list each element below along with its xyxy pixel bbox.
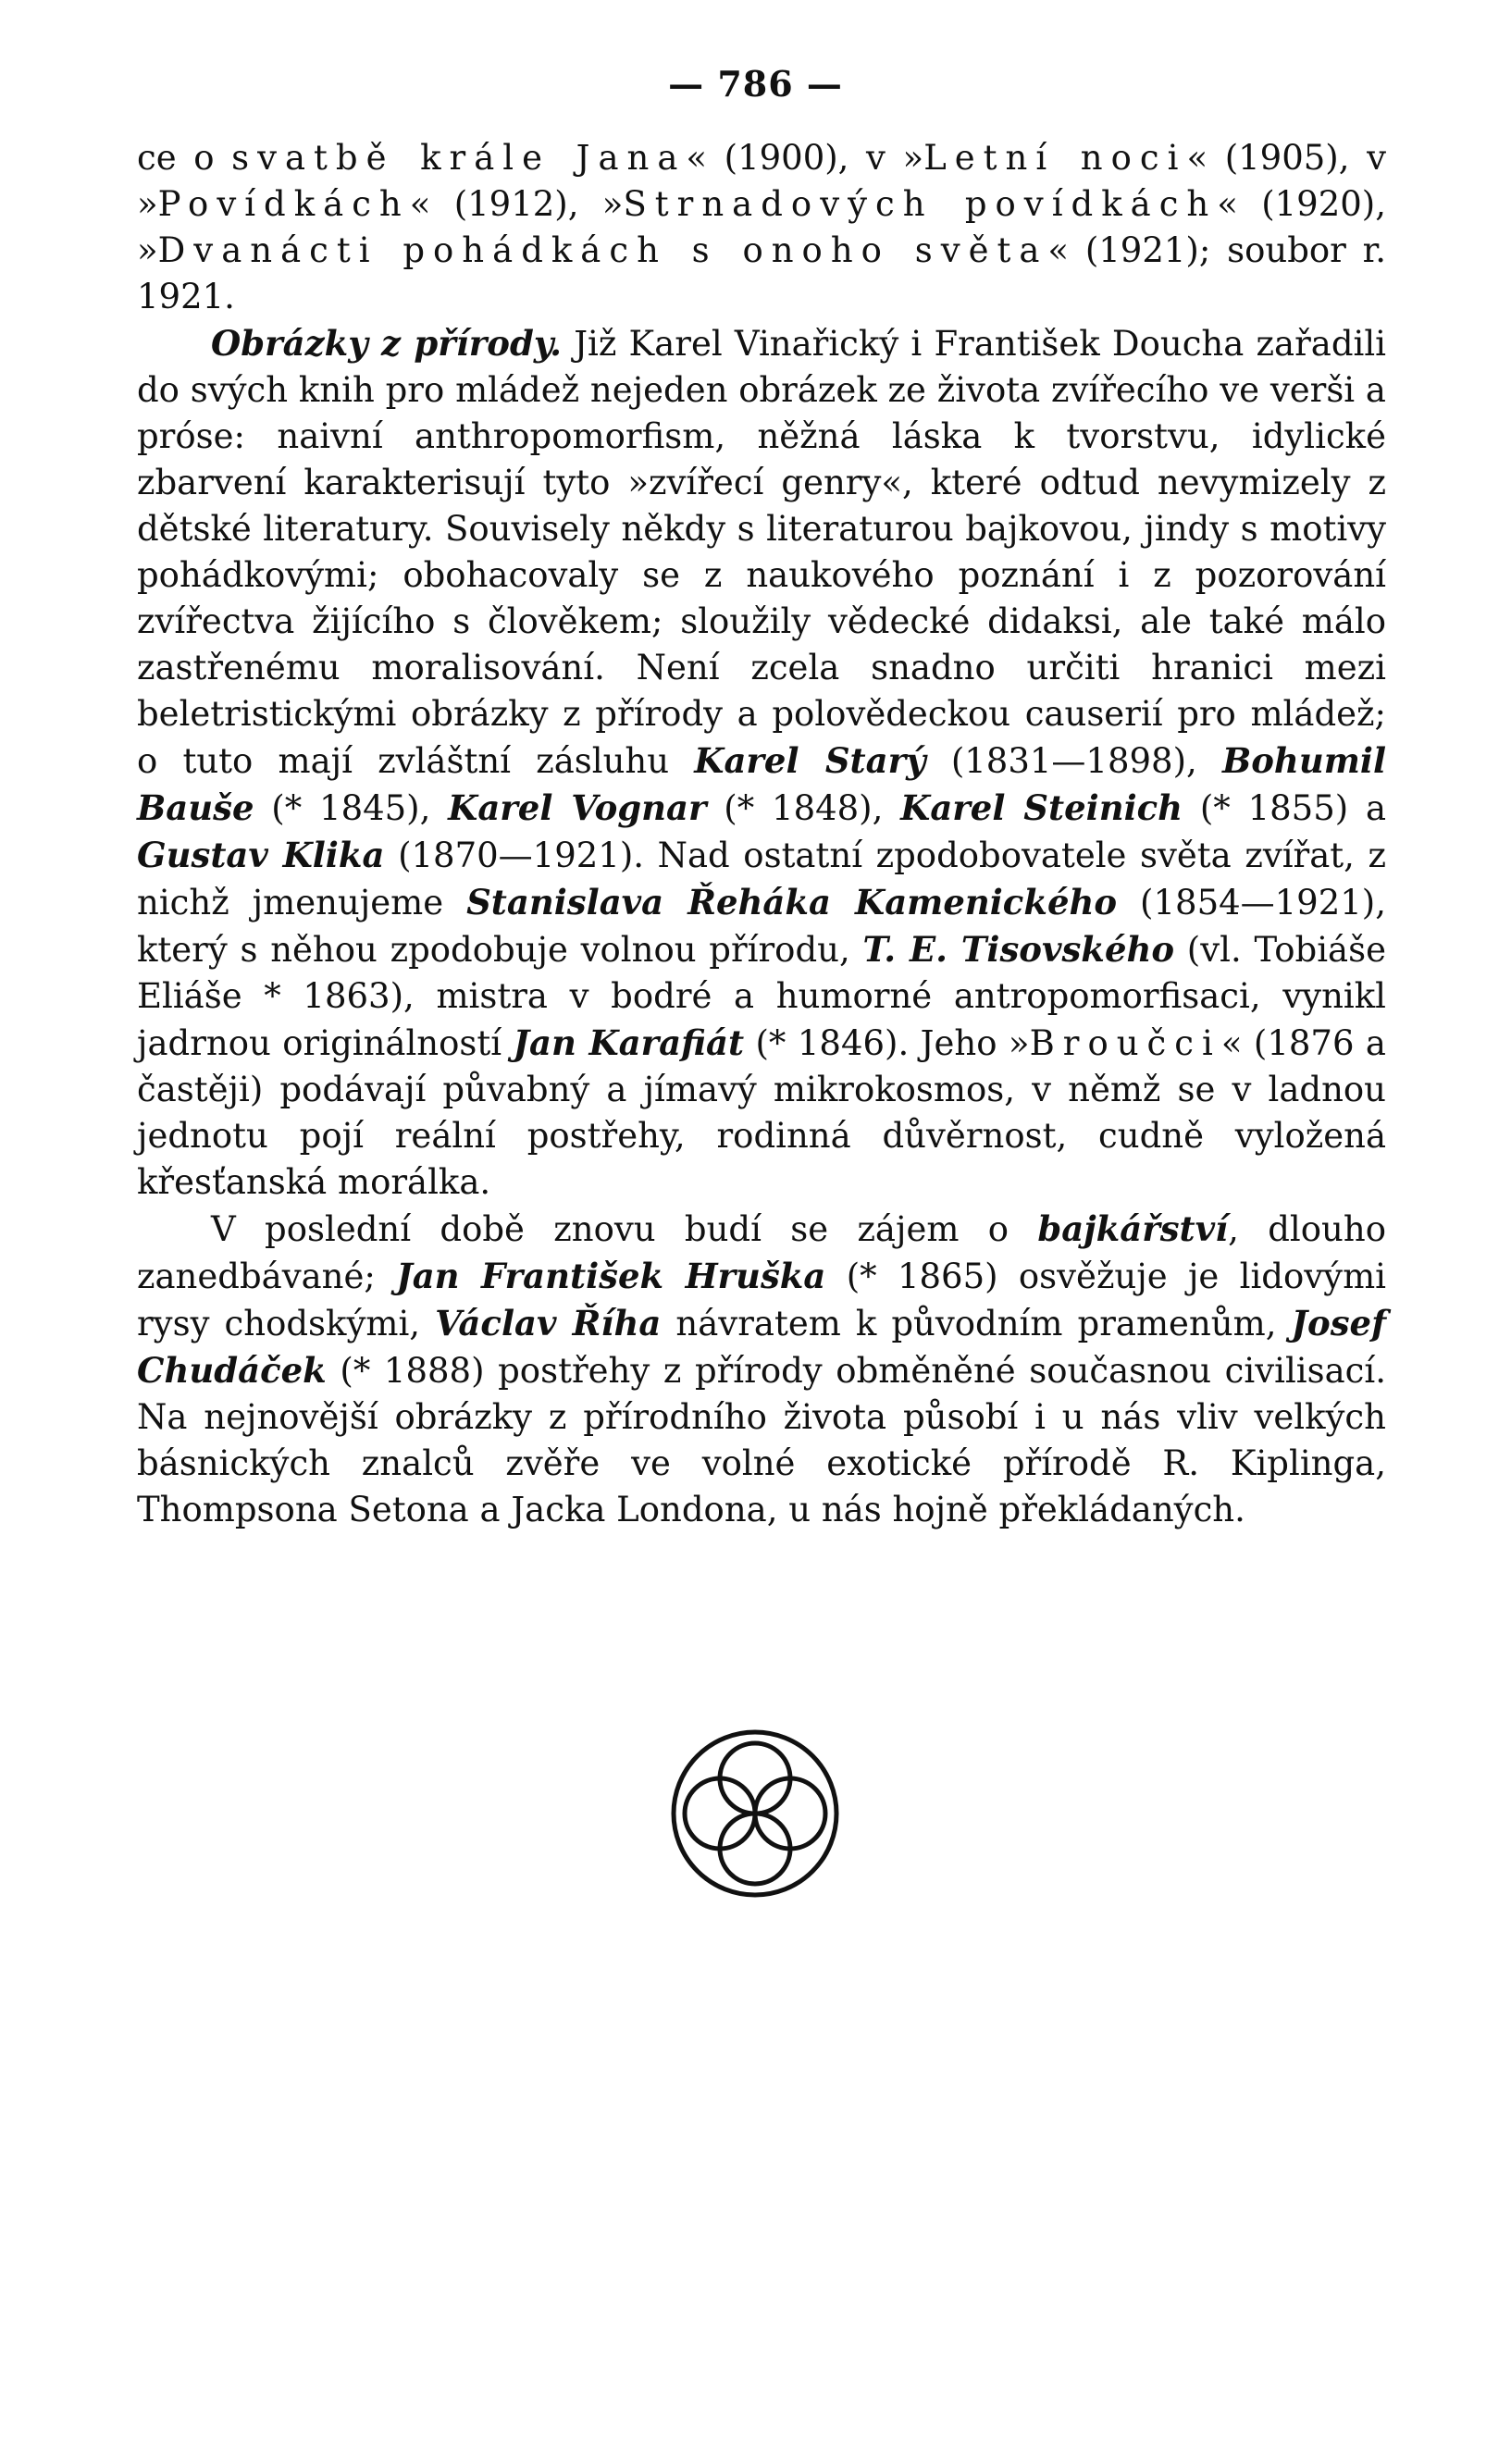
text-run: návratem k původním pramenům, [661,1304,1292,1343]
work-title: svatbě krále Jana [231,138,687,178]
work-title: Povídkách [157,184,410,224]
text-run: (1870—1921). Nad ostatní zpodobovatele světa zvířat, z nichž jmenujeme [137,836,1387,922]
paragraph-obrazky [137,320,1386,1206]
text-run: (* 1865) osvěžuje je lidovými rysy chodskými, [137,1257,1386,1343]
author-name: Karel Steinich [900,787,1183,828]
text-run: , dlouho zanedbávané; [137,1209,1386,1296]
text-run: (* 1888) postřehy z přírody obměněné současnou civilisací. Na nejnovější obrázky z přírodního života působí i u nás vliv velkých básnických znalců zvěře ve volné exotické přírodě R. Kiplinga, Thompsona Setona a Jacka Londona, u nás hojně překládaných. [137,1351,1386,1529]
text-run: (* 1845), [254,788,449,828]
text-run: (* 1855) a [1183,788,1387,828]
paragraph-bajkarstvi [137,1206,1386,1533]
author-name: Karel Starý [694,740,926,781]
work-title: Dvanácti pohádkách s onoho světa [157,230,1048,270]
text-run: (1831—1898), [925,741,1222,781]
text-run: (1854—1921), který s něhou zpodobuje volnou přírodu, [137,883,1387,970]
author-name: Jan Karafiát [513,1022,745,1063]
text-run: Již Karel Vinařický i František Doucha zařadili do svých knih pro mládež nejeden obrázek ze života zvířecího ve verši a próse: naivní anthropomorfism, něžná láska k tvorstvu, idylické zbarvení karakterisují tyto »zvířecí genry«, které odtud nevymizely z dětské literatury. Souvisely někdy s literaturou bajkovou, jindy s motivy pohádkovými; obohacovaly se z naukového poznání i z pozorování zvířectva žijícího s člověkem; sloužily vědecké didaksi, ale také málo zastřenému moralisování. Není zcela snadno určiti hranici mezi beletristickými obrázky z přírody a polovědeckou causerií pro mládež; o tuto mají zvláštní zásluhu [137,324,1387,781]
text-run: « (1920), » [137,184,1386,270]
author-name: Josef Chudáček [137,1303,1387,1391]
author-name: Stanislava Řeháka Kamenického [466,882,1118,922]
work-title: Strnadových povídkách [623,184,1218,224]
work-title: Letní noci [923,138,1187,178]
section-heading: Obrázky z přírody. [211,323,562,364]
work-title: Broučci [1029,1023,1221,1063]
text-run: « (1900), v » [686,138,924,178]
author-name: Karel Vognar [448,787,707,828]
text-run: « (1921); soubor r. 1921. [137,230,1386,316]
text-run: ce o [137,138,232,178]
author-name: Gustav Klika [137,835,385,875]
author-name: Václav Říha [435,1303,662,1343]
author-name: Bohumil Bauše [137,740,1386,828]
author-name: Jan František Hruška [396,1256,826,1296]
term-highlight: bajkářství [1037,1208,1229,1249]
text-run: « (1876 a častěji) podávají půvabný a jímavý mikrokosmos, v němž se v ladnou jednotu pojí reální postřehy, rodinná důvěrnost, cudně vyložená křesťanská morálka. [137,1023,1386,1202]
body-text [137,135,1386,1533]
rosette-ornament-icon [663,1721,848,1906]
text-run: (vl. Tobiáše Eliáše * 1863), mistra v bodré a humorné antropomorfisaci, vynikl jadrnou originálností [137,930,1387,1063]
page-number: — 786 — [668,63,843,105]
text-run: « (1912), » [409,184,624,224]
text-run: (* 1848), [706,788,901,828]
text-run: (* 1846). Jeho » [744,1023,1030,1063]
author-name: T. E. Tisovského [862,929,1175,970]
text-run: « (1905), v » [137,138,1386,224]
paragraph-continuation [137,135,1386,320]
text-run: V poslední době znovu budí se zájem o [211,1209,1038,1249]
